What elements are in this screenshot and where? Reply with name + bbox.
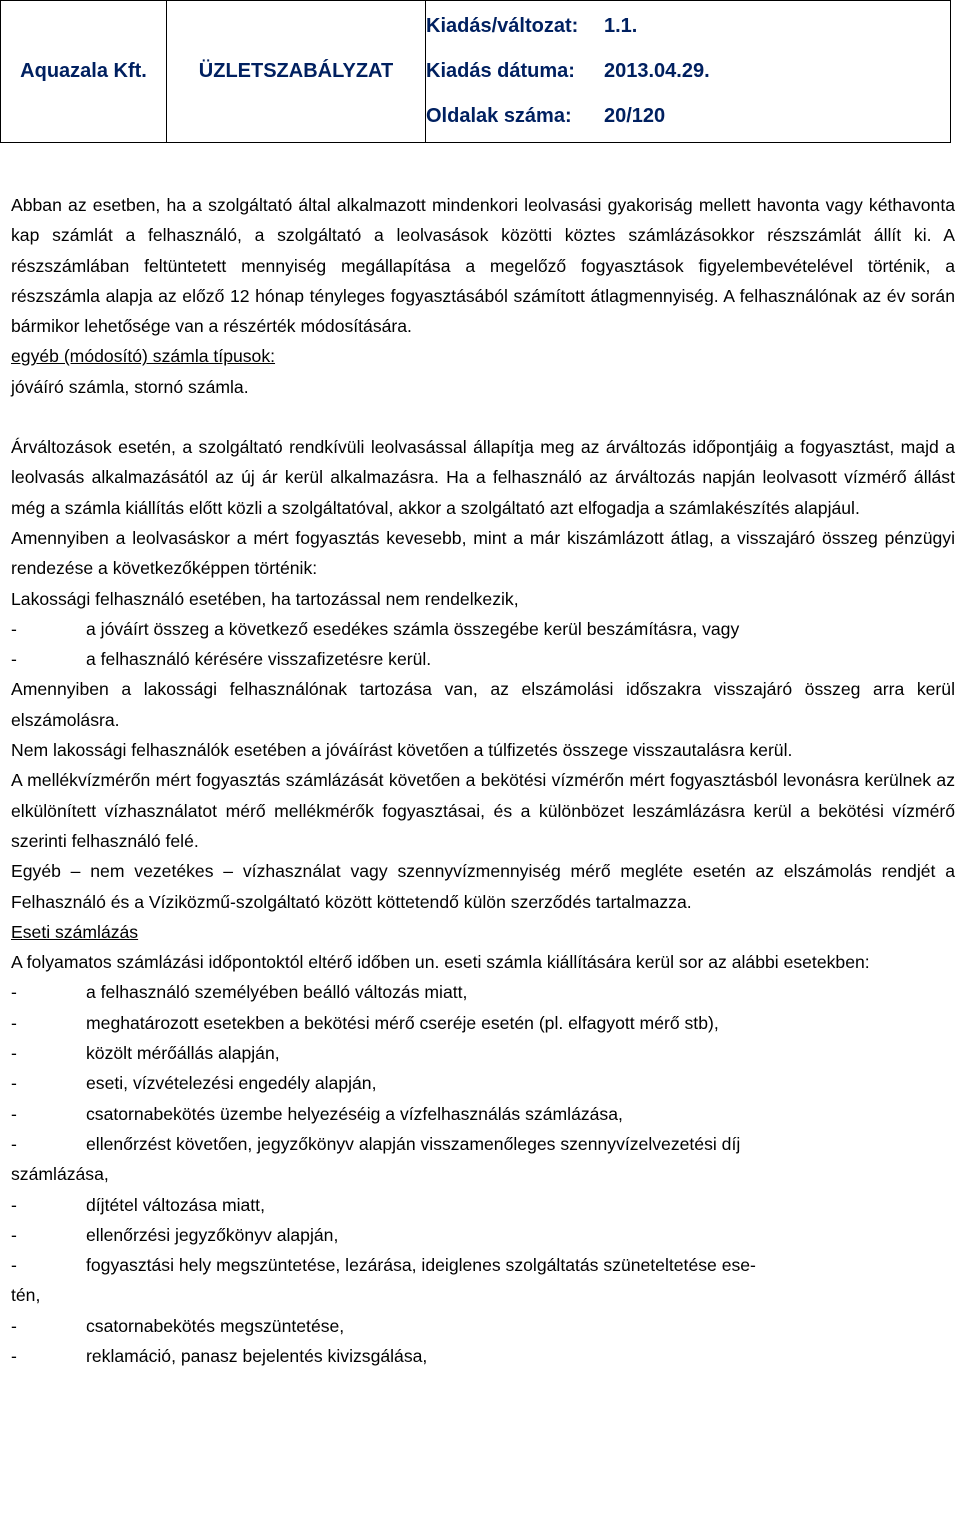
list-bullet: - xyxy=(11,1103,17,1124)
list-item-text: közölt mérőállás alapján, xyxy=(86,1043,280,1064)
date-row xyxy=(426,49,950,94)
list-item-text: meghatározott esetekben a bekötési mérő cseréje esetén (pl. elfagyott mérő stb), xyxy=(86,1012,719,1033)
heading-other-invoice-types: egyéb (módosító) számla típusok: xyxy=(11,346,276,367)
list-item-continuation: számlázása, xyxy=(11,1164,109,1185)
list-item-text: a jóváírt összeg a következő esedékes számla összegébe kerül beszámításra, vagy xyxy=(86,618,740,639)
date-value: 2013.04.29. xyxy=(604,60,710,82)
list-item xyxy=(11,1341,955,1371)
paragraph-invoice-types: jóváíró számla, stornó számla. xyxy=(11,376,249,397)
document-meta xyxy=(426,1,951,143)
paragraph-residential: Lakossági felhasználó esetében, ha tartozással nem rendelkezik, xyxy=(11,588,519,609)
list-bullet: - xyxy=(11,649,17,670)
list-bullet: - xyxy=(11,1073,17,1094)
list-item-text: a felhasználó kérésére visszafizetésre kerül. xyxy=(86,649,432,670)
list-item xyxy=(11,1068,955,1098)
document-header xyxy=(0,0,951,143)
list-bullet: - xyxy=(11,1255,17,1276)
version-value: 1.1. xyxy=(604,15,638,37)
heading-ad-hoc-billing: Eseti számlázás xyxy=(11,921,139,942)
list-item-text: fogyasztási hely megszüntetése, lezárása, ideiglenes szolgáltatás szüneteltetése ese- xyxy=(86,1255,756,1276)
list-item-text: reklamáció, panasz bejelentés kivizsgálása, xyxy=(86,1345,428,1366)
version-label: Kiadás/változat: xyxy=(426,15,579,37)
list-item-text: ellenőrzési jegyzőkönyv alapján, xyxy=(86,1224,339,1245)
refund-options-list xyxy=(11,614,955,675)
list-item-text: csatornabekötés üzembe helyezéséig a vízfelhasználás számlázása, xyxy=(86,1103,623,1124)
list-item xyxy=(11,1129,955,1159)
list-item xyxy=(11,1038,955,1068)
list-item xyxy=(11,977,955,1007)
list-bullet: - xyxy=(11,1012,17,1033)
list-bullet: - xyxy=(11,1133,17,1154)
paragraph-partial-invoice: Abban az esetben, ha a szolgáltató által alkalmazott mindenkori leolvasási gyakoriság mellett havonta vagy kéthavonta kap számlát a felhasználó, a szolgáltató a leolvasások közötti köztes számlázásokkor részszámlát állít ki. A részszámlában feltüntetett mennyiség megállapítása a megelőző fogyasztások figyelembevételével történik, a részszámla alapja az előző 12 hónap tényleges fogyasztásából számított átlagmennyiség. A felhasználónak az év során bármikor lehetősége van a részérték módosítására. xyxy=(11,195,955,337)
paragraph-residential-debt: Amennyiben a lakossági felhasználónak tartozása van, az elszámolási időszakra visszajáró összeg arra kerül elszámolásra. xyxy=(11,679,955,730)
list-item xyxy=(11,614,955,644)
list-bullet: - xyxy=(11,982,17,1003)
pages-value: 20/120 xyxy=(604,105,666,127)
company-name: Aquazala Kft. xyxy=(1,1,167,143)
document-body xyxy=(11,190,955,1371)
paragraph-refund-intro: Amennyiben a leolvasáskor a mért fogyasztás kevesebb, mint a már kiszámlázott átlag, a visszajáró összeg pénzügyi rendezése a következőképpen történik: xyxy=(11,527,955,579)
list-item-text: díjtétel változása miatt, xyxy=(86,1194,265,1215)
list-item-text: eseti, vízvételezési engedély alapján, xyxy=(86,1073,377,1094)
list-bullet: - xyxy=(11,1194,17,1215)
paragraph-ad-hoc-intro: A folyamatos számlázási időpontoktól eltérő időben un. eseti számla kiállítására kerül sor az alábbi esetekben: xyxy=(11,952,870,973)
list-item xyxy=(11,1311,955,1341)
list-item xyxy=(11,1190,955,1220)
list-bullet: - xyxy=(11,618,17,639)
spacer xyxy=(11,402,955,432)
document-title: ÜZLETSZABÁLYZAT xyxy=(167,1,426,143)
list-bullet: - xyxy=(11,1345,17,1366)
list-item xyxy=(11,1250,955,1280)
paragraph-submeter: A mellékvízmérőn mért fogyasztás számlázását követően a bekötési vízmérőn mért fogyasztásból levonásra kerülnek az elkülönített vízhasználatot mérő mellékmérők fogyasztásai, és a különbözet leszámlázásra kerül a bekötési vízmérő szerinti felhasználó felé. xyxy=(11,770,955,851)
paragraph-other-usage: Egyéb – nem vezetékes – vízhasználat vagy szennyvízmennyiség mérő megléte esetén az elszámolás rendjét a Felhasználó és a Víziközmű-szolgáltató között köttetendő külön szerződés tartalmazza. xyxy=(11,861,955,912)
paragraph-non-residential: Nem lakossági felhasználók esetében a jóváírást követően a túlfizetés összege visszautalásra kerül. xyxy=(11,740,793,761)
list-item xyxy=(11,1220,955,1250)
list-item-text: a felhasználó személyében beálló változás miatt, xyxy=(86,982,468,1003)
pages-row xyxy=(426,94,950,139)
list-bullet: - xyxy=(11,1043,17,1064)
list-bullet: - xyxy=(11,1224,17,1245)
list-bullet: - xyxy=(11,1315,17,1336)
list-item xyxy=(11,644,955,674)
paragraph-price-change: Árváltozások esetén, a szolgáltató rendkívüli leolvasással állapítja meg az árváltozás időpontjáig a fogyasztást, majd a leolvasás alkalmazásától az új ár kerül alkalmazásra. Ha a felhasználó az árváltozás napján leolvasott vízmérő állást még a számla kiállítás előtt közli a szolgáltatóval, akkor a szolgáltató azt elfogadja a számlakészítés alapjául. xyxy=(11,437,955,518)
version-row xyxy=(426,4,950,49)
date-label: Kiadás dátuma: xyxy=(426,60,575,82)
list-item-continuation: tén, xyxy=(11,1285,41,1306)
list-item-text: csatornabekötés megszüntetése, xyxy=(86,1315,345,1336)
list-item xyxy=(11,1099,955,1129)
pages-label: Oldalak száma: xyxy=(426,105,572,127)
ad-hoc-cases-list xyxy=(11,977,955,1371)
list-item xyxy=(11,1008,955,1038)
list-item-text: ellenőrzést követően, jegyzőkönyv alapján visszamenőleges szennyvízelvezetési díj xyxy=(86,1133,741,1154)
